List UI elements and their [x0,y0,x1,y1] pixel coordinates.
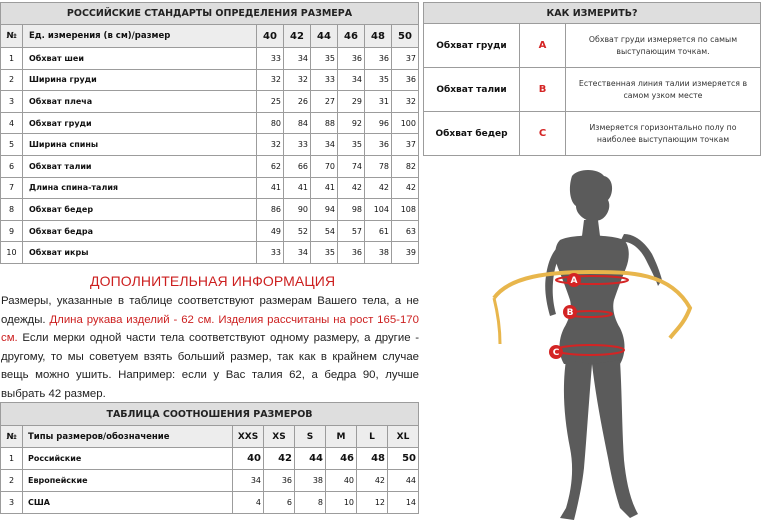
size-system-name: Российские [23,448,233,470]
ratio-table-row [1,470,419,492]
measurement-value: 49 [257,220,284,242]
measurement-value: 33 [311,69,338,91]
size-table-row [1,199,419,221]
row-number: 3 [1,91,23,113]
measurement-value: 100 [392,112,419,134]
size-table-row [1,177,419,199]
hip-marker [549,345,563,359]
size-system-value: 44 [388,470,419,492]
measurement-value: 35 [311,242,338,264]
row-number: 6 [1,155,23,177]
measurement-value: 94 [311,199,338,221]
row-number: 1 [1,448,23,470]
ratio-col-header: L [357,426,388,448]
measurement-value: 37 [392,48,419,70]
ratio-col-header: XS [264,426,295,448]
measure-row [424,68,761,112]
measurement-value: 35 [311,48,338,70]
ratio-table-row [1,448,419,470]
ratio-table-col-name: Типы размеров/обозначение [23,426,233,448]
measurement-value: 42 [338,177,365,199]
row-number: 9 [1,220,23,242]
size-system-value: 38 [295,470,326,492]
measurement-value: 88 [311,112,338,134]
measurement-value: 26 [284,91,311,113]
size-table-row [1,220,419,242]
measurement-value: 62 [257,155,284,177]
measurement-value: 27 [311,91,338,113]
ratio-table-row [1,492,419,514]
measurement-value: 41 [311,177,338,199]
measurement-name: Обхват бедер [23,199,257,221]
size-col-header: 46 [338,25,365,48]
row-number: 8 [1,199,23,221]
measurement-value: 92 [338,112,365,134]
measurement-value: 108 [392,199,419,221]
row-number: 3 [1,492,23,514]
measurement-value: 34 [284,242,311,264]
tape-end [494,298,500,344]
size-system-value: 50 [388,448,419,470]
measure-letter: A [520,24,566,68]
measurement-value: 35 [338,134,365,156]
measurement-value: 98 [338,199,365,221]
measurement-value: 35 [365,69,392,91]
row-number: 2 [1,69,23,91]
measure-row [424,112,761,156]
measurement-value: 36 [365,48,392,70]
size-table-row [1,155,419,177]
measurement-name: Обхват бедра [23,220,257,242]
size-system-value: 40 [326,470,357,492]
measurement-value: 63 [392,220,419,242]
measurement-name: Обхват груди [23,112,257,134]
size-table-col-name: Ед. измерения (в см)/размер [23,25,257,48]
measure-letter: C [520,112,566,156]
measure-letter: B [520,68,566,112]
measurement-value: 29 [338,91,365,113]
measure-description: Обхват груди измеряется по самым выступающим точкам. [566,24,761,68]
size-col-header: 40 [257,25,284,48]
measurement-value: 80 [257,112,284,134]
size-system-value: 8 [295,492,326,514]
measurement-value: 41 [257,177,284,199]
row-number: 5 [1,134,23,156]
size-system-value: 46 [326,448,357,470]
measurement-value: 90 [284,199,311,221]
measurement-value: 34 [311,134,338,156]
measurement-value: 61 [365,220,392,242]
how-to-measure-table [423,2,761,156]
measurement-value: 32 [284,69,311,91]
size-table-col-num: № [1,25,23,48]
size-system-value: 34 [233,470,264,492]
measurement-value: 52 [284,220,311,242]
measurement-value: 32 [392,91,419,113]
measurement-value: 54 [311,220,338,242]
measurement-value: 33 [284,134,311,156]
extra-info-text [1,292,419,404]
measurement-value: 25 [257,91,284,113]
measurement-value: 70 [311,155,338,177]
marker-letter-a: A [570,276,578,286]
size-col-header: 50 [392,25,419,48]
measurement-value: 36 [338,48,365,70]
marker-letter-b: B [566,308,574,318]
measurement-value: 86 [257,199,284,221]
size-table-row [1,48,419,70]
measurement-name: Ширина груди [23,69,257,91]
measurement-value: 36 [392,69,419,91]
extra-info-text-2: Если мерки одной части тела соответствуют одному размеру, а другие - другому, то мы советуем взять больший размер, так как в крайнем случае вещь можно ушить. Например: если у Вас талия 62, а бедра 90, лучше выбрать 42 размер. [1,332,419,400]
measurement-value: 33 [257,48,284,70]
measurement-name: Обхват талии [23,155,257,177]
size-system-value: 14 [388,492,419,514]
measurement-value: 36 [338,242,365,264]
measure-name: Обхват бедер [424,112,520,156]
measure-description: Естественная линия талии измеряется в самом узком месте [566,68,761,112]
waist-marker [563,305,577,319]
size-system-value: 10 [326,492,357,514]
measure-row [424,24,761,68]
row-number: 1 [1,48,23,70]
extra-info-text-1: Размеры, указанные в таблице соответствуют размерам Вашего тела, а не одежды. [1,295,419,326]
size-system-value: 48 [357,448,388,470]
body-measurement-figure [480,168,700,525]
measurement-value: 31 [365,91,392,113]
size-system-value: 44 [295,448,326,470]
ratio-col-header: S [295,426,326,448]
ratio-col-header: XXS [233,426,264,448]
measurement-value: 37 [392,134,419,156]
row-number: 10 [1,242,23,264]
marker-letter-c: C [552,348,560,358]
size-system-value: 40 [233,448,264,470]
measurement-value: 34 [338,69,365,91]
body-silhouette-illustration [480,168,700,525]
measurement-name: Обхват икры [23,242,257,264]
measurement-value: 33 [257,242,284,264]
extra-info-title: ДОПОЛНИТЕЛЬНАЯ ИНФОРМАЦИЯ [90,273,336,289]
measurement-value: 38 [365,242,392,264]
measurement-value: 78 [365,155,392,177]
ratio-table-title: ТАБЛИЦА СООТНОШЕНИЯ РАЗМЕРОВ [1,403,419,426]
measurement-value: 32 [257,69,284,91]
measurement-value: 96 [365,112,392,134]
size-system-value: 4 [233,492,264,514]
ratio-col-header: XL [388,426,419,448]
measurement-value: 42 [365,177,392,199]
measurement-name: Ширина спины [23,134,257,156]
size-standards-table [0,2,419,264]
size-table-row [1,242,419,264]
measure-table-title: КАК ИЗМЕРИТЬ? [424,3,761,24]
measurement-value: 74 [338,155,365,177]
ratio-table-header-row [1,426,419,448]
measurement-value: 84 [284,112,311,134]
size-system-value: 42 [357,470,388,492]
extra-info-text-red: Длина рукава изделий - 62 см. Изделия рассчитаны на рост 165-170 см. [1,313,419,345]
size-col-header: 44 [311,25,338,48]
row-number: 2 [1,470,23,492]
measurement-value: 34 [284,48,311,70]
ratio-col-header: M [326,426,357,448]
row-number: 4 [1,112,23,134]
row-number: 7 [1,177,23,199]
measurement-value: 36 [365,134,392,156]
ratio-table-col-num: № [1,426,23,448]
size-table-row [1,134,419,156]
size-table-row [1,91,419,113]
size-system-value: 36 [264,470,295,492]
size-system-name: Европейские [23,470,233,492]
measure-name: Обхват талии [424,68,520,112]
size-col-header: 42 [284,25,311,48]
measurement-name: Обхват шеи [23,48,257,70]
measurement-value: 57 [338,220,365,242]
measure-name: Обхват груди [424,24,520,68]
measurement-value: 104 [365,199,392,221]
measurement-name: Обхват плеча [23,91,257,113]
measurement-value: 66 [284,155,311,177]
bust-marker [567,273,581,287]
measurement-name: Длина спина-талия [23,177,257,199]
measurement-value: 41 [284,177,311,199]
size-system-name: США [23,492,233,514]
measurement-value: 39 [392,242,419,264]
size-table-title: РОССИЙСКИЕ СТАНДАРТЫ ОПРЕДЕЛЕНИЯ РАЗМЕРА [1,3,419,25]
measurement-value: 32 [257,134,284,156]
size-system-value: 6 [264,492,295,514]
measurement-value: 42 [392,177,419,199]
size-col-header: 48 [365,25,392,48]
measure-description: Измеряется горизонтально полу по наиболее выступающим точкам [566,112,761,156]
size-ratio-table [0,402,419,514]
measurement-value: 82 [392,155,419,177]
size-table-header-row [1,25,419,48]
size-system-value: 42 [264,448,295,470]
size-table-row [1,69,419,91]
size-system-value: 12 [357,492,388,514]
size-table-row [1,112,419,134]
